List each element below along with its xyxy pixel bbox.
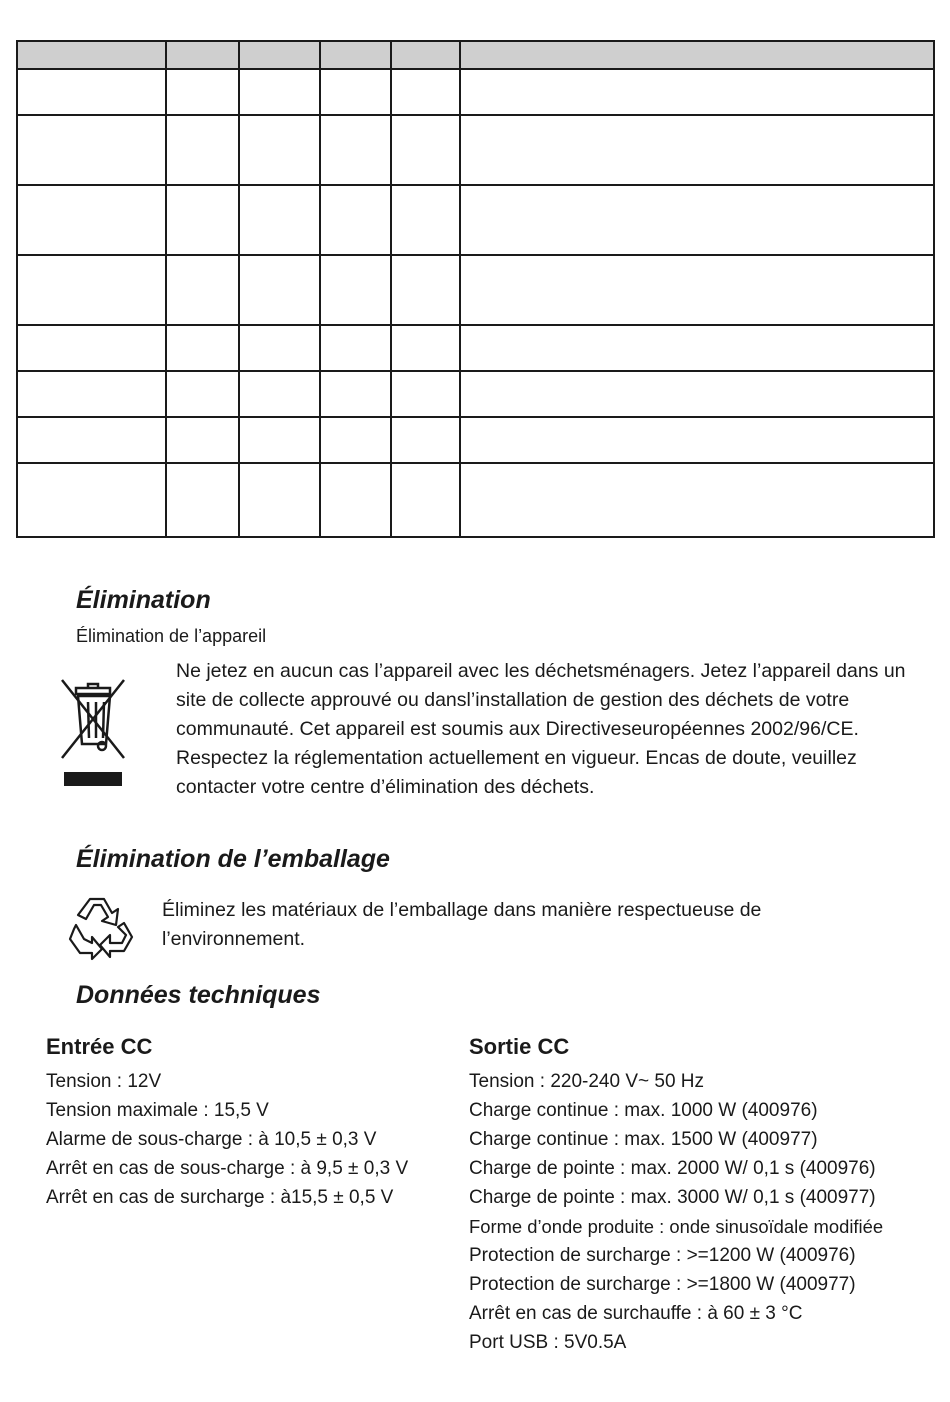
- table-row: [17, 69, 934, 115]
- spec-line: Tension : 220-240 V~ 50 Hz: [469, 1071, 705, 1092]
- table-row: [17, 463, 934, 537]
- spec-line: Charge de pointe : max. 2000 W/ 0,1 s (400976): [469, 1158, 876, 1179]
- tech-heading: Données techniques: [76, 981, 321, 1009]
- table-row: [17, 371, 934, 417]
- elimination-subtitle: Élimination de l’appareil: [76, 626, 267, 646]
- packaging-heading: Élimination de l’emballage: [76, 845, 390, 873]
- input-heading: Entrée CC: [46, 1034, 153, 1059]
- spec-line: Charge continue : max. 1500 W (400977): [469, 1129, 818, 1150]
- spec-line: Tension : 12V: [46, 1071, 162, 1092]
- spec-line: Charge de pointe : max. 3000 W/ 0,1 s (400977): [469, 1187, 876, 1208]
- spec-line: Alarme de sous-charge : à 10,5 ± 0,3 V: [46, 1129, 377, 1150]
- table-row: [17, 115, 934, 185]
- table-header-row: [17, 41, 934, 69]
- elimination-text: Ne jetez en aucun cas l’appareil avec les déchetsménagers. Jetez l’appareil dans un site de collecte approuvé ou dansl’installation de gestion des déchets de votre communauté. Cet appareil est soumis aux Directiveseuropéennes 2002/96/CE. Respectez la réglementation actuellement en vigueur. Encas de doute, veuillez contacter votre centre d’élimination des déchets.: [176, 660, 906, 798]
- output-heading: Sortie CC: [469, 1034, 570, 1059]
- spec-line: Forme d’onde produite : onde sinusoïdale modifiée: [469, 1216, 884, 1237]
- input-specs: [46, 1034, 408, 1212]
- spec-line: Arrêt en cas de sous-charge : à 9,5 ± 0,3 V: [46, 1158, 409, 1179]
- spec-line: Charge continue : max. 1000 W (400976): [469, 1100, 818, 1121]
- spec-line: Tension maximale : 15,5 V: [46, 1100, 269, 1121]
- spec-line: Port USB : 5V0.5A: [469, 1332, 627, 1353]
- spec-line: Protection de surcharge : >=1800 W (400977): [469, 1274, 856, 1295]
- table-row: [17, 255, 934, 325]
- packaging-text: Éliminez les matériaux de l’emballage dans manière respectueuse de l’environnement.: [162, 899, 762, 950]
- spec-line: Protection de surcharge : >=1200 W (400976): [469, 1245, 856, 1266]
- table-row: [17, 185, 934, 255]
- table-row: [17, 325, 934, 371]
- spec-line: Arrêt en cas de surchauffe : à 60 ± 3 °C: [469, 1303, 803, 1324]
- recycle-icon: [66, 893, 138, 961]
- output-specs: [469, 1034, 883, 1357]
- elimination-heading: Élimination: [76, 586, 211, 614]
- spec-line: Arrêt en cas de surcharge : à15,5 ± 0,5 V: [46, 1187, 394, 1208]
- table-row: [17, 417, 934, 463]
- crossed-out-bin-icon: [60, 676, 128, 790]
- troubleshooting-table: [16, 40, 935, 538]
